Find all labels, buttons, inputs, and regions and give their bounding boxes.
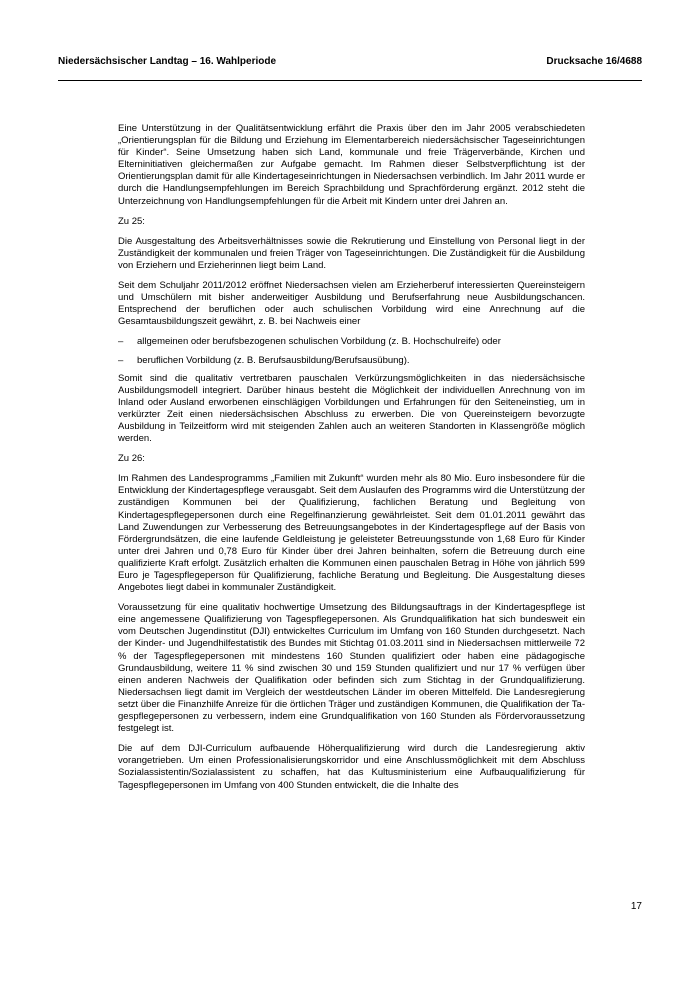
header-title: Niedersächsischer Landtag – 16. Wahlperiode bbox=[58, 56, 277, 67]
document-body bbox=[118, 123, 585, 800]
paragraph-qualifizierung: Voraussetzung für eine qualitativ hochwertige Umsetzung des Bildungsauftrags in der Kindertagespflege ist eine angemessene Qualifizierung von Tagespflegepersonen. Als Grundqualifikation hat sich bundesweit ein vom Deutschen Jugendinstitut (DJI) entwickeltes Curriculum im Umfang von 160 Stunden durchgesetzt. Nach der Kinder- und Jugendhilfestatistik des Bundes mit Stichtag 01.03.2011 sind in Niedersachsen mittlerweile 72 % der Tagespflegepersonen mit mindestens 160 Stunden qualifiziert oder haben eine pädagogische Grundausbildung, weitere 11 % sind zwischen 30 und 159 Stunden qualifiziert und nur 17 % verfügen über einen anderen Nachweis der Qualifikation oder befinden sich zum Stichtag in der Grundqualifizierung. Niedersachsen liegt damit im Vergleich der westdeutschen Länder im oberen Mittelfeld. Die Landesregierung setzt über die Finanzhilfe Anreize für die örtlichen Träger und zuständigen Kommunen, die Qualifikation der Tagespflegepersonen zu verbessern, indem eine Grundqualifikation von 160 Stunden als Fördervoraussetzung festgelegt ist. bbox=[118, 602, 585, 735]
list-dash: – bbox=[118, 336, 124, 348]
paragraph-arbeitsverhaeltnis: Die Ausgestaltung des Arbeitsverhältnisses sowie die Rekrutierung und Einstellung von Personal liegt in der Zuständigkeit der kommunalen und freien Träger von Tageseinrichtungen. Die Zuständigkeit für die Ausbildung von Erziehern und Erzieherinnen liegt beim Land. bbox=[118, 235, 585, 271]
document-number: Drucksache 16/4688 bbox=[546, 56, 642, 67]
paragraph-hoeherqualifizierung: Die auf dem DJI-Curriculum aufbauende Höherqualifizierung wird durch die Landesregierung aktiv vorangetrieben. Um einen Professionalisierungskorridor und eine Anschlussmöglichkeit mit dem Abschluss Sozialassistentin/Sozialassistent zu schaffen, hat das Kultusministerium eine Aufbauqualifizierung für Tagespflegepersonen im Umfang von 400 Stunden entwickelt, die die Inhalte des bbox=[118, 743, 585, 791]
section-heading-25: Zu 25: bbox=[118, 215, 145, 227]
paragraph-orientierungsplan: Eine Unterstützung in der Qualitätsentwicklung erfährt die Praxis über den im Jahr 2005 verabschiedeten „Orientierungsplan für die Bildung und Erziehung im Elementarbereich niedersächsischer Tageseinrichtungen für Kinder“. Seine Umsetzung haben sich Land, kommunale und freie Trägerverbände, Kirchen und Elterninitiativen gleichermaßen zur Aufgabe gemacht. Im Rahmen dieser Selbstverpflichtung ist der Orientierungsplan damit für alle Kindertageseinrichtungen in Niedersachsen verbindlich. Im Jahr 2011 wurde er durch die Handlungsempfehlungen im Bereich Sprachbildung und Sprachförderung ergänzt. 2012 steht die Unterzeichnung von Handlungsempfehlungen für die Arbeit mit Kindern unter drei Jahren an. bbox=[118, 123, 585, 207]
list-item bbox=[118, 355, 585, 367]
paragraph-landesprogramm: Im Rahmen des Landesprogramms „Familien mit Zukunft“ wurden mehr als 80 Mio. Euro insbesondere für die Entwicklung der Kindertagespflege verausgabt. Seit dem Auslaufen des Programms wird die Unterstützung der zuständigen Kommunen bei der Qualifizierung, fachlichen Beratung und Begleitung von Kindertagespflegepersonen durch eine Regelfinanzierung gewährleistet. Seit dem 01.01.2011 gewährt das Land Zuwendungen zur Verbesserung des Betreuungsangebotes in der Kindertagespflege auf der Basis von Fördergrundsätzen, die eine laufende Geldleistung je geleisteter Betreuungsstunde von 1,68 Euro für Kinder unter drei Jahren und 0,78 Euro für Kinder über drei Jahren beinhalten, sofern die Betreuung durch eine qualifizierte Kraft erfolgt. Zusätzlich erhalten die Kommunen einen pauschalen Betrag in Höhe von jährlich 599 Euro je Tagespflegeperson für Qualifizierung, fachliche Beratung und Begleitung. Die Ausgestaltung dieses Angebotes liegt dabei in kommunaler Zuständigkeit. bbox=[118, 473, 585, 594]
page-header bbox=[58, 56, 642, 70]
list-item bbox=[118, 336, 585, 348]
section-heading-26: Zu 26: bbox=[118, 453, 145, 465]
paragraph-quereinsteiger: Seit dem Schuljahr 2011/2012 eröffnet Niedersachsen vielen am Erzieherberuf interessierten Quereinsteigern und Umschülern mit bisher anderweitiger Ausbildung und Berufserfahrung neue Ausbildungschancen. Entsprechend der beruflichen oder auch schulischen Vorbildung wird eine Anrechnung auf die Gesamtausbildungszeit gewährt, z. B. bei Nachweis einer bbox=[118, 280, 585, 328]
list-dash: – bbox=[118, 354, 124, 366]
paragraph-verkuerzung: Somit sind die qualitativ vertretbaren pauschalen Verkürzungsmöglichkeiten in das niedersächsische Ausbildungsmodell integriert. Darüber hinaus besteht die Möglichkeit der individuellen Anrechnung von im Inland oder Ausland erworbenen einschlägigen Vorbildungen und Erfahrungen für den Seiteneinstieg, um in verkürzter Zeit einen niedersächsischen Abschluss zu erwerben. Die von Quereinsteigern bevorzugte Ausbildung in Teilzeitform wird mit steigenden Zahlen auch an weiteren Standorten in Klassengröße möglich werden. bbox=[118, 372, 585, 445]
page-number: 17 bbox=[630, 901, 642, 912]
list-item-text: allgemeinen oder berufsbezogenen schulischen Vorbildung (z. B. Hochschulreife) oder bbox=[137, 336, 501, 348]
list-item-text: beruflichen Vorbildung (z. B. Berufsausbildung/Berufsausübung). bbox=[137, 354, 410, 366]
vorbildung-list bbox=[118, 336, 585, 366]
header-divider bbox=[58, 80, 642, 81]
